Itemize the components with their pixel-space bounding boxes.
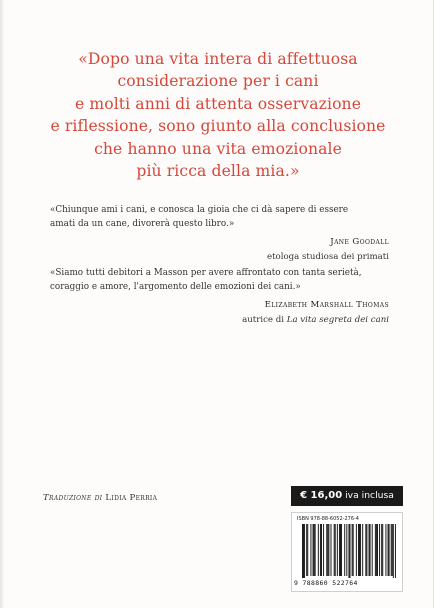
- barcode-box: [291, 512, 403, 592]
- main-quote-line: considerazione per i cani: [117, 72, 319, 91]
- blurb-quote-line: coraggio e amore, l'argomento delle emozioni dei cani.»: [50, 282, 301, 293]
- main-quote: [41, 48, 395, 182]
- blurb-author: [50, 298, 389, 312]
- translator-label: Traduzione di: [43, 493, 103, 503]
- blurb-author-name: Elizabeth Marshall Thomas: [264, 300, 389, 311]
- main-quote-line: più ricca della mia.»: [136, 162, 300, 181]
- price-amount: € 16,00: [300, 490, 343, 501]
- blurb-goodall: [50, 203, 389, 264]
- barcode-number: 9 788860 522764: [294, 579, 358, 587]
- blurb-author-role: etologa studiosa dei primati: [267, 251, 389, 262]
- blurb-author-role: [50, 313, 389, 327]
- blurb-quote-line: amati da un cane, divorerà questo libro.»: [50, 219, 235, 230]
- isbn-label: ISBN 978-88-6052-276-4: [297, 516, 359, 522]
- blurb-author-name: Jane Goodall: [330, 237, 389, 248]
- blurb-marshall-thomas: [50, 266, 389, 327]
- barcode-icon: [302, 524, 396, 578]
- price-tag: [291, 486, 403, 506]
- translator-credit: [43, 493, 157, 503]
- blurb-author-book-title: La vita segreta dei cani: [286, 314, 389, 325]
- blurb-author: [50, 235, 389, 249]
- spine-shadow: [1, 0, 4, 608]
- main-quote-line: e riflessione, sono giunto alla conclusione: [50, 117, 386, 136]
- price-note: iva inclusa: [345, 490, 394, 501]
- main-quote-line: e molti anni di attenta osservazione: [74, 94, 362, 113]
- blurb-quote-line: «Siamo tutti debitori a Masson per avere affrontato con tanta serietà,: [50, 268, 362, 278]
- main-quote-line: «Dopo una vita intera di affettuosa: [78, 50, 358, 68]
- blurb-quote-line: «Chiunque ami i cani, e conosca la gioia che ci dà sapere di essere: [50, 205, 349, 215]
- blurb-author-role-prefix: autrice di: [242, 314, 287, 325]
- translator-name: Lidia Perria: [105, 493, 158, 503]
- main-quote-line: che hanno una vita emozionale: [94, 139, 342, 158]
